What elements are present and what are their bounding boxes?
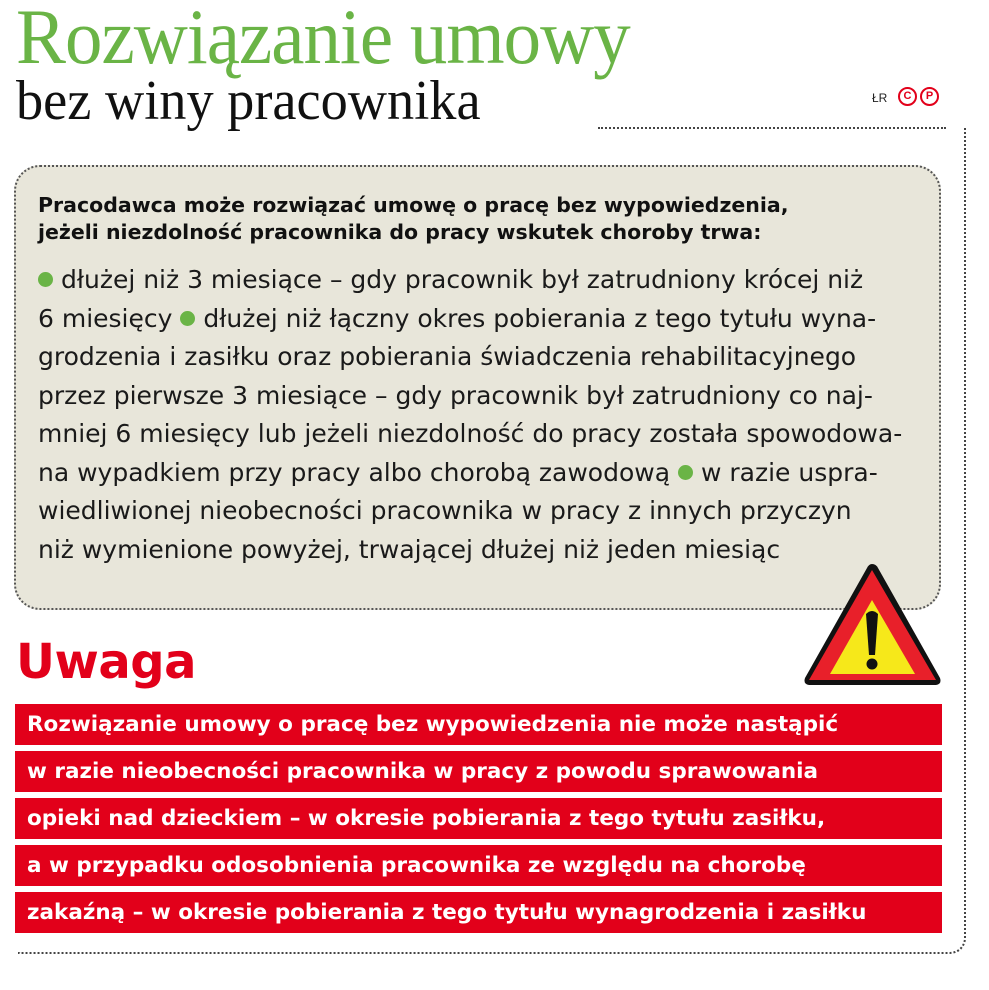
body-line: dłużej niż 3 miesiące – gdy pracownik był zatrudniony krócej niż bbox=[38, 261, 902, 300]
body-line: wiedliwionej nieobecności pracownika w pracy z innych przyczyn bbox=[38, 496, 852, 525]
info-lead bbox=[38, 192, 789, 246]
body-line: 6 miesięcy dłużej niż łączny okres pobierania z tego tytułu wyna- bbox=[38, 303, 877, 333]
author-credit: ŁR bbox=[872, 91, 888, 105]
warning-line: zakaźną – w okresie pobierania z tego tytułu wynagrodzenia i zasiłku bbox=[15, 892, 942, 933]
warning-line: Rozwiązanie umowy o pracę bez wypowiedzenia nie może nastąpić bbox=[15, 704, 942, 745]
info-body bbox=[38, 261, 902, 569]
warning-triangle-icon bbox=[800, 560, 945, 690]
warning-list bbox=[15, 704, 942, 939]
green-bullet-icon bbox=[180, 311, 195, 326]
warning-line: w razie nieobecności pracownika w pracy z powodu sprawowania bbox=[15, 751, 942, 792]
green-bullet-icon bbox=[38, 272, 53, 287]
page-title: Rozwiązanie umowy bbox=[16, 0, 630, 80]
body-line: niż wymienione powyżej, trwającej dłużej niż jeden miesiąc bbox=[38, 534, 781, 564]
outer-dotted-border-top bbox=[598, 127, 946, 129]
lead-line: Pracodawca może rozwiązać umowę o pracę bez wypowiedzenia, bbox=[38, 193, 789, 217]
warning-line: a w przypadku odosobnienia pracownika ze względu na chorobę bbox=[15, 845, 942, 886]
body-line: mniej 6 miesięcy lub jeżeli niezdolność do pracy została spowodowa- bbox=[38, 419, 903, 448]
green-bullet-icon bbox=[678, 465, 693, 480]
warning-heading: Uwaga bbox=[16, 634, 196, 690]
body-line: grodzenia i zasiłku oraz pobierania świadczenia rehabilitacyjnego bbox=[38, 342, 857, 371]
copyright-p-icon: P bbox=[920, 87, 939, 106]
body-line: przez pierwsze 3 miesiące – gdy pracownik był zatrudniony co naj- bbox=[38, 380, 873, 410]
body-line: na wypadkiem przy pracy albo chorobą zawodową w razie uspra- bbox=[38, 457, 878, 487]
lead-line: jeżeli niezdolność pracownika do pracy wskutek choroby trwa: bbox=[38, 220, 762, 244]
copyright-c-icon: C bbox=[898, 87, 917, 106]
page-subtitle: bez winy pracownika bbox=[16, 70, 481, 132]
warning-line: opieki nad dzieckiem – w okresie pobierania z tego tytułu zasiłku, bbox=[15, 798, 942, 839]
